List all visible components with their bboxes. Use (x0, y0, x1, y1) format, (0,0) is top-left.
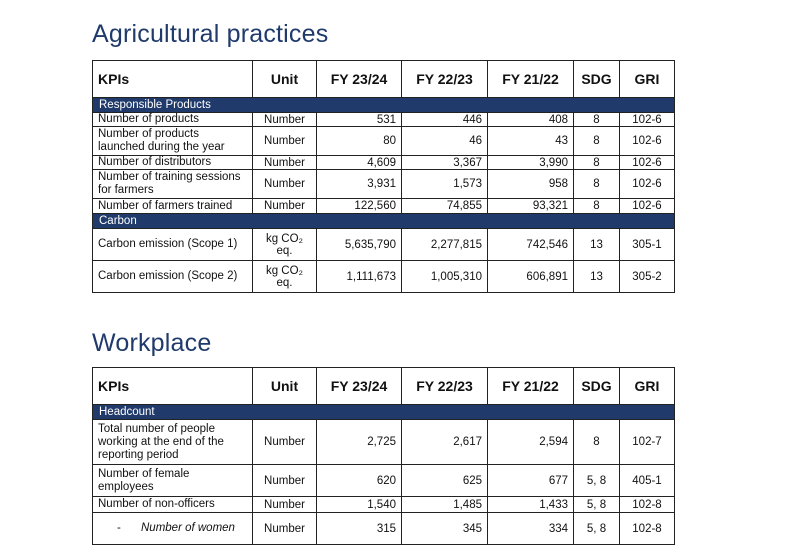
header-unit: Unit (253, 368, 317, 405)
table-row (93, 465, 675, 497)
sdg-cell: 8 (574, 420, 620, 465)
header-kpis: KPIs (93, 61, 253, 98)
fy-23-24-cell: 315 (317, 513, 402, 545)
fy-21-22-cell: 43 (488, 127, 574, 156)
section-label: Carbon (93, 214, 675, 229)
unit-cell: Number (253, 513, 317, 545)
kpi-cell: Number of products launched during the year (93, 127, 253, 156)
table-row (93, 261, 675, 293)
fy-21-22-cell: 3,990 (488, 156, 574, 170)
table-row (93, 420, 675, 465)
fy-22-23-cell: 2,617 (402, 420, 488, 465)
unit-cell: kg CO₂ eq. (253, 229, 317, 261)
kpi-cell: Number of farmers trained (93, 199, 253, 214)
sdg-cell: 5, 8 (574, 497, 620, 513)
gri-cell: 102-8 (620, 513, 675, 545)
header-sdg: SDG (574, 61, 620, 98)
fy-23-24-cell: 122,560 (317, 199, 402, 214)
unit-cell: Number (253, 113, 317, 127)
header-fy-21-22: FY 21/22 (488, 61, 574, 98)
fy-22-23-cell: 345 (402, 513, 488, 545)
gri-cell: 102-7 (620, 420, 675, 465)
header-fy-23-24: FY 23/24 (317, 368, 402, 405)
table-row (93, 156, 675, 170)
sdg-cell: 13 (574, 229, 620, 261)
fy-23-24-cell: 531 (317, 113, 402, 127)
fy-22-23-cell: 1,005,310 (402, 261, 488, 293)
gri-cell: 102-6 (620, 156, 675, 170)
fy-23-24-cell: 1,111,673 (317, 261, 402, 293)
kpi-cell: Carbon emission (Scope 1) (93, 229, 253, 261)
fy-23-24-cell: 2,725 (317, 420, 402, 465)
section-title-agricultural-practices: Agricultural practices (92, 20, 329, 48)
unit-cell: Number (253, 156, 317, 170)
section-title-workplace: Workplace (92, 329, 212, 357)
header-fy-22-23: FY 22/23 (402, 61, 488, 98)
fy-23-24-cell: 3,931 (317, 170, 402, 199)
header-kpis: KPIs (93, 368, 253, 405)
kpi-cell: Carbon emission (Scope 2) (93, 261, 253, 293)
sdg-cell: 8 (574, 156, 620, 170)
fy-21-22-cell: 677 (488, 465, 574, 497)
section-label: Responsible Products (93, 98, 675, 113)
table-row (93, 229, 675, 261)
fy-21-22-cell: 408 (488, 113, 574, 127)
fy-21-22-cell: 606,891 (488, 261, 574, 293)
fy-21-22-cell: 334 (488, 513, 574, 545)
fy-21-22-cell: 742,546 (488, 229, 574, 261)
header-unit: Unit (253, 61, 317, 98)
gri-cell: 405-1 (620, 465, 675, 497)
fy-23-24-cell: 5,635,790 (317, 229, 402, 261)
fy-23-24-cell: 1,540 (317, 497, 402, 513)
table-row (93, 199, 675, 214)
table-header-row (93, 61, 675, 98)
section-row-carbon (93, 214, 675, 229)
fy-21-22-cell: 93,321 (488, 199, 574, 214)
fy-23-24-cell: 4,609 (317, 156, 402, 170)
fy-23-24-cell: 80 (317, 127, 402, 156)
kpi-cell: Number of products (93, 113, 253, 127)
unit-cell: kg CO₂ eq. (253, 261, 317, 293)
unit-cell: Number (253, 127, 317, 156)
kpi-cell: Total number of people working at the end of the reporting period (93, 420, 253, 465)
section-row-responsible-products (93, 98, 675, 113)
header-fy-22-23: FY 22/23 (402, 368, 488, 405)
kpi-cell: Number of training sessions for farmers (93, 170, 253, 199)
unit-cell: Number (253, 465, 317, 497)
fy-22-23-cell: 74,855 (402, 199, 488, 214)
table-row (93, 113, 675, 127)
kpi-label: Number of women (141, 522, 235, 534)
gri-cell: 102-6 (620, 113, 675, 127)
fy-22-23-cell: 2,277,815 (402, 229, 488, 261)
sdg-cell: 13 (574, 261, 620, 293)
header-fy-23-24: FY 23/24 (317, 61, 402, 98)
fy-22-23-cell: 3,367 (402, 156, 488, 170)
gri-cell: 102-8 (620, 497, 675, 513)
table-row (93, 513, 675, 545)
gri-cell: 102-6 (620, 127, 675, 156)
kpi-cell: Number of non-officers (93, 497, 253, 513)
header-sdg: SDG (574, 368, 620, 405)
fy-22-23-cell: 1,485 (402, 497, 488, 513)
unit-cell: Number (253, 420, 317, 465)
kpi-cell: Number of female employees (93, 465, 253, 497)
header-gri: GRI (620, 61, 675, 98)
indent-dash: - (117, 522, 121, 534)
unit-cell: Number (253, 170, 317, 199)
gri-cell: 305-1 (620, 229, 675, 261)
gri-cell: 305-2 (620, 261, 675, 293)
table-row (93, 127, 675, 156)
table-header-row (93, 368, 675, 405)
table-row (93, 170, 675, 199)
sdg-cell: 8 (574, 127, 620, 156)
gri-cell: 102-6 (620, 170, 675, 199)
agricultural-practices-table (92, 60, 675, 293)
sdg-cell: 8 (574, 199, 620, 214)
fy-22-23-cell: 1,573 (402, 170, 488, 199)
unit-cell: Number (253, 199, 317, 214)
sdg-cell: 8 (574, 170, 620, 199)
kpi-cell (93, 513, 253, 545)
table-row (93, 497, 675, 513)
fy-22-23-cell: 625 (402, 465, 488, 497)
sdg-cell: 5, 8 (574, 513, 620, 545)
fy-23-24-cell: 620 (317, 465, 402, 497)
section-row-headcount (93, 405, 675, 420)
fy-21-22-cell: 2,594 (488, 420, 574, 465)
kpi-cell: Number of distributors (93, 156, 253, 170)
fy-22-23-cell: 46 (402, 127, 488, 156)
fy-21-22-cell: 958 (488, 170, 574, 199)
section-label: Headcount (93, 405, 675, 420)
fy-21-22-cell: 1,433 (488, 497, 574, 513)
sdg-cell: 8 (574, 113, 620, 127)
sdg-cell: 5, 8 (574, 465, 620, 497)
unit-cell: Number (253, 497, 317, 513)
workplace-table (92, 367, 675, 545)
gri-cell: 102-6 (620, 199, 675, 214)
fy-22-23-cell: 446 (402, 113, 488, 127)
header-fy-21-22: FY 21/22 (488, 368, 574, 405)
header-gri: GRI (620, 368, 675, 405)
